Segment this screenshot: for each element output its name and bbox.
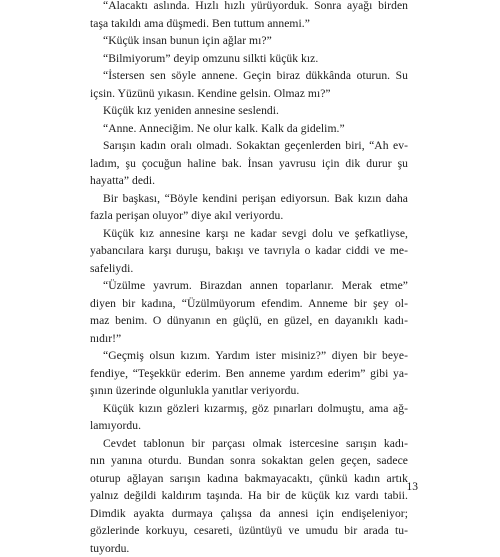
text-line: nıdır!”	[90, 330, 408, 348]
text-line: tuyordu.	[90, 540, 408, 557]
paragraph	[90, 67, 408, 102]
paragraph	[90, 120, 408, 138]
page-number: 13	[407, 481, 419, 493]
paragraph	[90, 137, 408, 190]
paragraph	[90, 277, 408, 347]
paragraph	[90, 50, 408, 68]
paragraph	[90, 0, 408, 32]
text-line: gözlerinde korkuyu, cesareti, üzüntüyü ve umudu bir arada tu-	[90, 522, 408, 540]
text-line: oturup ağlayan sarışın kadına bakmayacaktı, çünkü kadın artık	[90, 470, 408, 488]
text-line: “Üzülme yavrum. Birazdan annen toparlanır. Merak etme”	[90, 277, 408, 295]
text-line: “Geçmiş olsun kızım. Yardım ister misiniz?” diyen bir beye-	[90, 347, 408, 365]
text-line: diyen bir kadına, “Üzülmüyorum efendim. Anneme bir şey ol-	[90, 295, 408, 313]
text-line: lamıyordu.	[90, 417, 408, 435]
paragraph	[90, 347, 408, 400]
text-line: Bir başkası, “Böyle kendini perişan ediyorsun. Bak kızın daha	[90, 190, 408, 208]
text-line: şının üzerinde olgunlukla yanıtlar veriyordu.	[90, 382, 408, 400]
text-line: fazla perişan oluyor” diye akıl veriyordu.	[90, 207, 408, 225]
paragraph	[90, 102, 408, 120]
text-line: “Anne. Anneciğim. Ne olur kalk. Kalk da gidelim.”	[90, 120, 408, 138]
text-line: ladım, şu çocuğun haline bak. İnsan yavrusu için dik durur şu	[90, 155, 408, 173]
text-line: safeliydi.	[90, 260, 408, 278]
text-line: nın yanına oturdu. Bundan sonra sokaktan gelen geçen, sadece	[90, 452, 408, 470]
paragraph	[90, 400, 408, 435]
text-line: maz benim. O dünyanın en güçlü, en güzel, en dayanıklı kadı-	[90, 312, 408, 330]
text-line: yabancılara karşı duruşu, bakışı ve tavrıyla o kadar ciddi ve me-	[90, 242, 408, 260]
body-text	[90, 0, 408, 557]
text-line: “Alacaktı aslında. Hızlı hızlı yürüyorduk. Sonra ayağı birden	[90, 0, 408, 15]
text-line: Sarışın kadın oralı olmadı. Sokaktan geçenlerden biri, “Ah ev-	[90, 137, 408, 155]
text-line: Küçük kız annesine karşı ne kadar sevgi dolu ve şefkatliyse,	[90, 225, 408, 243]
paragraph	[90, 435, 408, 557]
text-line: Dimdik ayakta durmaya çalışsa da annesi için endişeleniyor;	[90, 505, 408, 523]
paragraph	[90, 32, 408, 50]
text-line: taşa takıldı ama düşmedi. Ben tuttum annemi.”	[90, 15, 408, 33]
text-line: Cevdet tablonun bir parçası olmak istercesine sarışın kadı-	[90, 435, 408, 453]
text-line: fendiye, “Teşekkür ederim. Ben anneme yardım ederim” gibi ya-	[90, 365, 408, 383]
text-line: yalnız değildi kaldırım taşında. Ha bir de küçük kız vardı tabii.	[90, 487, 408, 505]
paragraph	[90, 190, 408, 225]
text-line: “Küçük insan bunun için ağlar mı?”	[90, 32, 408, 50]
text-line: “Bilmiyorum” deyip omzunu silkti küçük kız.	[90, 50, 408, 68]
text-line: hayatta” dedi.	[90, 172, 408, 190]
text-line: “İstersen sen söyle annene. Geçin biraz dükkânda oturun. Su	[90, 67, 408, 85]
text-line: Küçük kız yeniden annesine seslendi.	[90, 102, 408, 120]
text-line: içsin. Yüzünü yıkasın. Kendine gelsin. Olmaz mı?”	[90, 85, 408, 103]
paragraph	[90, 225, 408, 278]
text-line: Küçük kızın gözleri kızarmış, göz pınarları dolmuştu, ama ağ-	[90, 400, 408, 418]
